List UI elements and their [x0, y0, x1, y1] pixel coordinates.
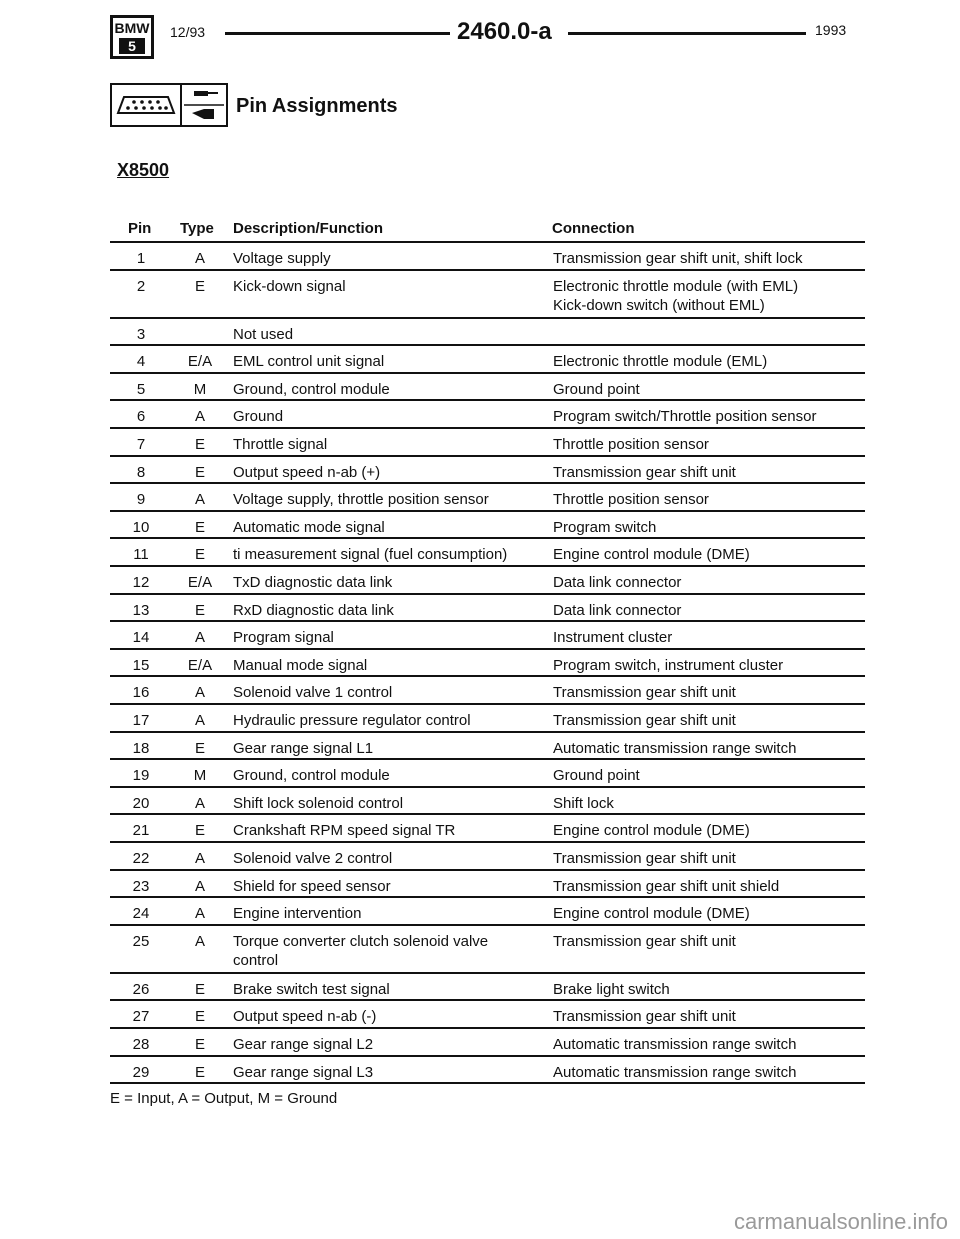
pin-type: A	[194, 712, 205, 729]
pin-type: A	[194, 905, 205, 923]
pin-type: A	[194, 932, 205, 950]
connector-icon	[110, 83, 182, 127]
pin-connection: Transmission gear shift unit	[553, 463, 736, 481]
pin-description: Automatic mode signal	[233, 518, 385, 536]
pin-number: 11	[133, 546, 149, 564]
pin-description: Program signal	[233, 629, 334, 647]
pin-connection: Ground point	[553, 380, 640, 398]
pin-description: Ground, control module	[233, 380, 390, 398]
pin-description: Crankshaft RPM speed signal TR	[233, 822, 456, 840]
pin-number: 25	[132, 932, 150, 950]
table-row	[110, 677, 865, 705]
document-code: 2460.0-a	[457, 18, 552, 45]
pin-description: Output speed n-ab (-)	[233, 1008, 377, 1026]
column-header-pin: Pin	[128, 220, 152, 237]
pin-description: Output speed n-ab (+)	[233, 463, 381, 481]
table-row	[110, 760, 865, 788]
table-row	[110, 243, 865, 271]
header-year: 1993	[815, 22, 847, 38]
pin-number: 3	[136, 325, 146, 343]
pin-number: 23	[132, 877, 150, 895]
pin-connection: Program switch	[553, 518, 657, 536]
table-row	[110, 898, 865, 926]
logo-brand-text: BMW	[114, 20, 150, 36]
pin-type: A	[194, 684, 205, 702]
pin-type: E	[194, 822, 205, 840]
pin-connection: Transmission gear shift unit, shift lock	[553, 250, 803, 267]
pin-description: Shift lock solenoid control	[233, 794, 404, 812]
table-row	[110, 843, 865, 871]
pin-number: 15	[132, 656, 150, 674]
type-legend: E = Input, A = Output, M = Ground	[110, 1090, 338, 1107]
pin-connection: Shift lock	[553, 794, 614, 812]
pin-number: 9	[136, 491, 146, 509]
pin-connection: Electronic throttle module (with EML)	[553, 277, 799, 295]
pin-connection: Program switch, instrument cluster	[553, 656, 784, 674]
pin-connection: Transmission gear shift unit	[553, 684, 736, 702]
table-row	[110, 512, 865, 540]
pin-terminal-icon	[182, 83, 228, 127]
table-row	[110, 457, 865, 485]
pin-connection: Program switch/Throttle position sensor	[553, 408, 817, 426]
pin-connection: Brake light switch	[553, 980, 670, 998]
pin-connection: Engine control module (DME)	[553, 905, 750, 923]
pin-type: A	[194, 491, 205, 509]
pin-description: Ground, control module	[233, 767, 390, 785]
pin-description: Gear range signal L1	[233, 739, 374, 757]
pin-number: 22	[132, 850, 150, 867]
pin-description: Hydraulic pressure regulator control	[233, 712, 471, 729]
column-header-type: Type	[180, 220, 214, 237]
table-row	[110, 650, 865, 678]
pin-connection-line2: Kick-down switch (without EML)	[553, 296, 765, 314]
pin-type: E/A	[187, 574, 213, 591]
pin-connection: Instrument cluster	[553, 629, 673, 647]
header-rule-left	[225, 32, 450, 35]
table-row	[110, 595, 865, 623]
pin-connection: Automatic transmission range switch	[553, 739, 797, 757]
header-date: 12/93	[170, 24, 206, 40]
pin-type: A	[194, 629, 205, 647]
table-row	[110, 567, 865, 595]
pin-number: 29	[132, 1063, 150, 1081]
pin-description: Torque converter clutch solenoid valve	[233, 932, 489, 950]
pin-description: RxD diagnostic data link	[233, 601, 394, 619]
pin-type: E/A	[187, 353, 213, 371]
pin-type: E	[194, 436, 205, 453]
table-row	[110, 705, 865, 733]
page-header	[0, 0, 960, 60]
pin-number: 8	[136, 463, 146, 481]
pin-connection: Transmission gear shift unit	[553, 932, 736, 950]
pin-connection: Automatic transmission range switch	[553, 1036, 797, 1053]
pin-description: EML control unit signal	[233, 353, 385, 371]
pin-connection: Transmission gear shift unit	[553, 1008, 736, 1026]
pin-number: 2	[136, 277, 146, 295]
pin-type: E	[194, 546, 205, 564]
column-header-description: Description/Function	[233, 220, 383, 237]
pin-description: Engine intervention	[233, 905, 362, 923]
table-row	[110, 974, 865, 1002]
pin-description: Voltage supply	[233, 250, 331, 267]
pin-type: A	[194, 794, 205, 812]
table-row	[110, 788, 865, 816]
table-row	[110, 484, 865, 512]
pin-description: Gear range signal L3	[233, 1063, 374, 1081]
pin-number: 5	[136, 380, 146, 398]
pin-type: A	[194, 250, 205, 267]
table-row	[110, 871, 865, 899]
table-row	[110, 926, 865, 974]
pin-description: Gear range signal L2	[233, 1036, 374, 1053]
pin-description: Voltage supply, throttle position sensor	[233, 491, 489, 509]
pin-description: TxD diagnostic data link	[233, 574, 393, 591]
pin-description: Ground	[233, 408, 284, 426]
section-title: Pin Assignments	[236, 95, 398, 117]
table-row	[110, 401, 865, 429]
pin-description: Manual mode signal	[233, 656, 368, 674]
pin-connection: Data link connector	[553, 601, 682, 619]
pin-type: E	[194, 739, 205, 757]
pin-connection: Transmission gear shift unit	[553, 850, 736, 867]
bmw-5-series-logo	[110, 15, 154, 59]
pin-type: E	[194, 1063, 205, 1081]
table-row	[110, 733, 865, 761]
pin-number: 7	[136, 436, 146, 453]
pin-number: 10	[132, 518, 150, 536]
pin-connection: Throttle position sensor	[553, 436, 709, 453]
logo-series-text: 5	[119, 38, 145, 54]
watermark: carmanualsonline.info	[733, 1209, 948, 1234]
table-row	[110, 1001, 865, 1029]
table-row	[110, 346, 865, 374]
pin-type: E	[194, 980, 205, 998]
pin-number: 18	[132, 739, 150, 757]
pin-type: A	[194, 877, 205, 895]
pin-type: E	[194, 601, 205, 619]
pin-number: 13	[132, 601, 150, 619]
pin-number: 24	[132, 905, 150, 923]
table-row	[110, 1057, 865, 1085]
pin-number: 12	[132, 574, 150, 591]
pin-connection: Data link connector	[553, 574, 682, 591]
pin-number: 14	[132, 629, 150, 647]
connector-id: X8500	[117, 160, 170, 180]
pin-number: 1	[136, 250, 146, 267]
column-header-connection: Connection	[552, 220, 635, 237]
pin-number: 26	[132, 980, 150, 998]
pin-description: ti measurement signal (fuel consumption)	[233, 546, 508, 564]
pin-description: Kick-down signal	[233, 277, 346, 295]
pin-number: 27	[132, 1008, 150, 1026]
pin-description: Not used	[233, 325, 294, 343]
pin-type: E	[194, 277, 205, 295]
table-row	[110, 374, 865, 402]
pin-connection: Electronic throttle module (EML)	[553, 353, 768, 371]
pin-description: Solenoid valve 2 control	[233, 850, 393, 867]
pin-type: E	[194, 1036, 205, 1053]
table-row	[110, 319, 865, 347]
pin-description: Throttle signal	[233, 436, 328, 453]
pin-type: A	[194, 408, 205, 426]
pin-connection: Transmission gear shift unit	[553, 712, 736, 729]
pin-number: 21	[132, 822, 150, 840]
pin-description: Solenoid valve 1 control	[233, 684, 393, 702]
pin-type: M	[193, 380, 207, 398]
table-row	[110, 1029, 865, 1057]
pin-type: E	[194, 463, 205, 481]
pin-number: 20	[132, 794, 150, 812]
pin-number: 4	[136, 353, 146, 371]
pin-number: 19	[132, 767, 150, 785]
pin-number: 17	[132, 712, 150, 729]
pin-description-line2: control	[233, 951, 279, 969]
pin-type: E/A	[187, 656, 213, 674]
table-row	[110, 622, 865, 650]
pin-connection: Throttle position sensor	[553, 491, 709, 509]
pin-description: Shield for speed sensor	[233, 877, 391, 895]
header-rule-right	[568, 32, 806, 35]
pin-type: M	[193, 767, 207, 785]
table-row	[110, 539, 865, 567]
pin-number: 6	[136, 408, 146, 426]
table-row	[110, 815, 865, 843]
table-row	[110, 429, 865, 457]
pin-type: A	[194, 850, 205, 867]
table-row	[110, 271, 865, 319]
pin-number: 28	[132, 1036, 150, 1053]
pin-connection: Automatic transmission range switch	[553, 1063, 797, 1081]
pin-description: Brake switch test signal	[233, 980, 390, 998]
pin-connection: Ground point	[553, 767, 640, 785]
pin-connection: Transmission gear shift unit shield	[553, 877, 780, 895]
pin-number: 16	[132, 684, 150, 702]
pin-connection: Engine control module (DME)	[553, 822, 750, 840]
pin-type: E	[194, 518, 205, 536]
pin-connection: Engine control module (DME)	[553, 546, 750, 564]
pin-type: E	[194, 1008, 205, 1026]
